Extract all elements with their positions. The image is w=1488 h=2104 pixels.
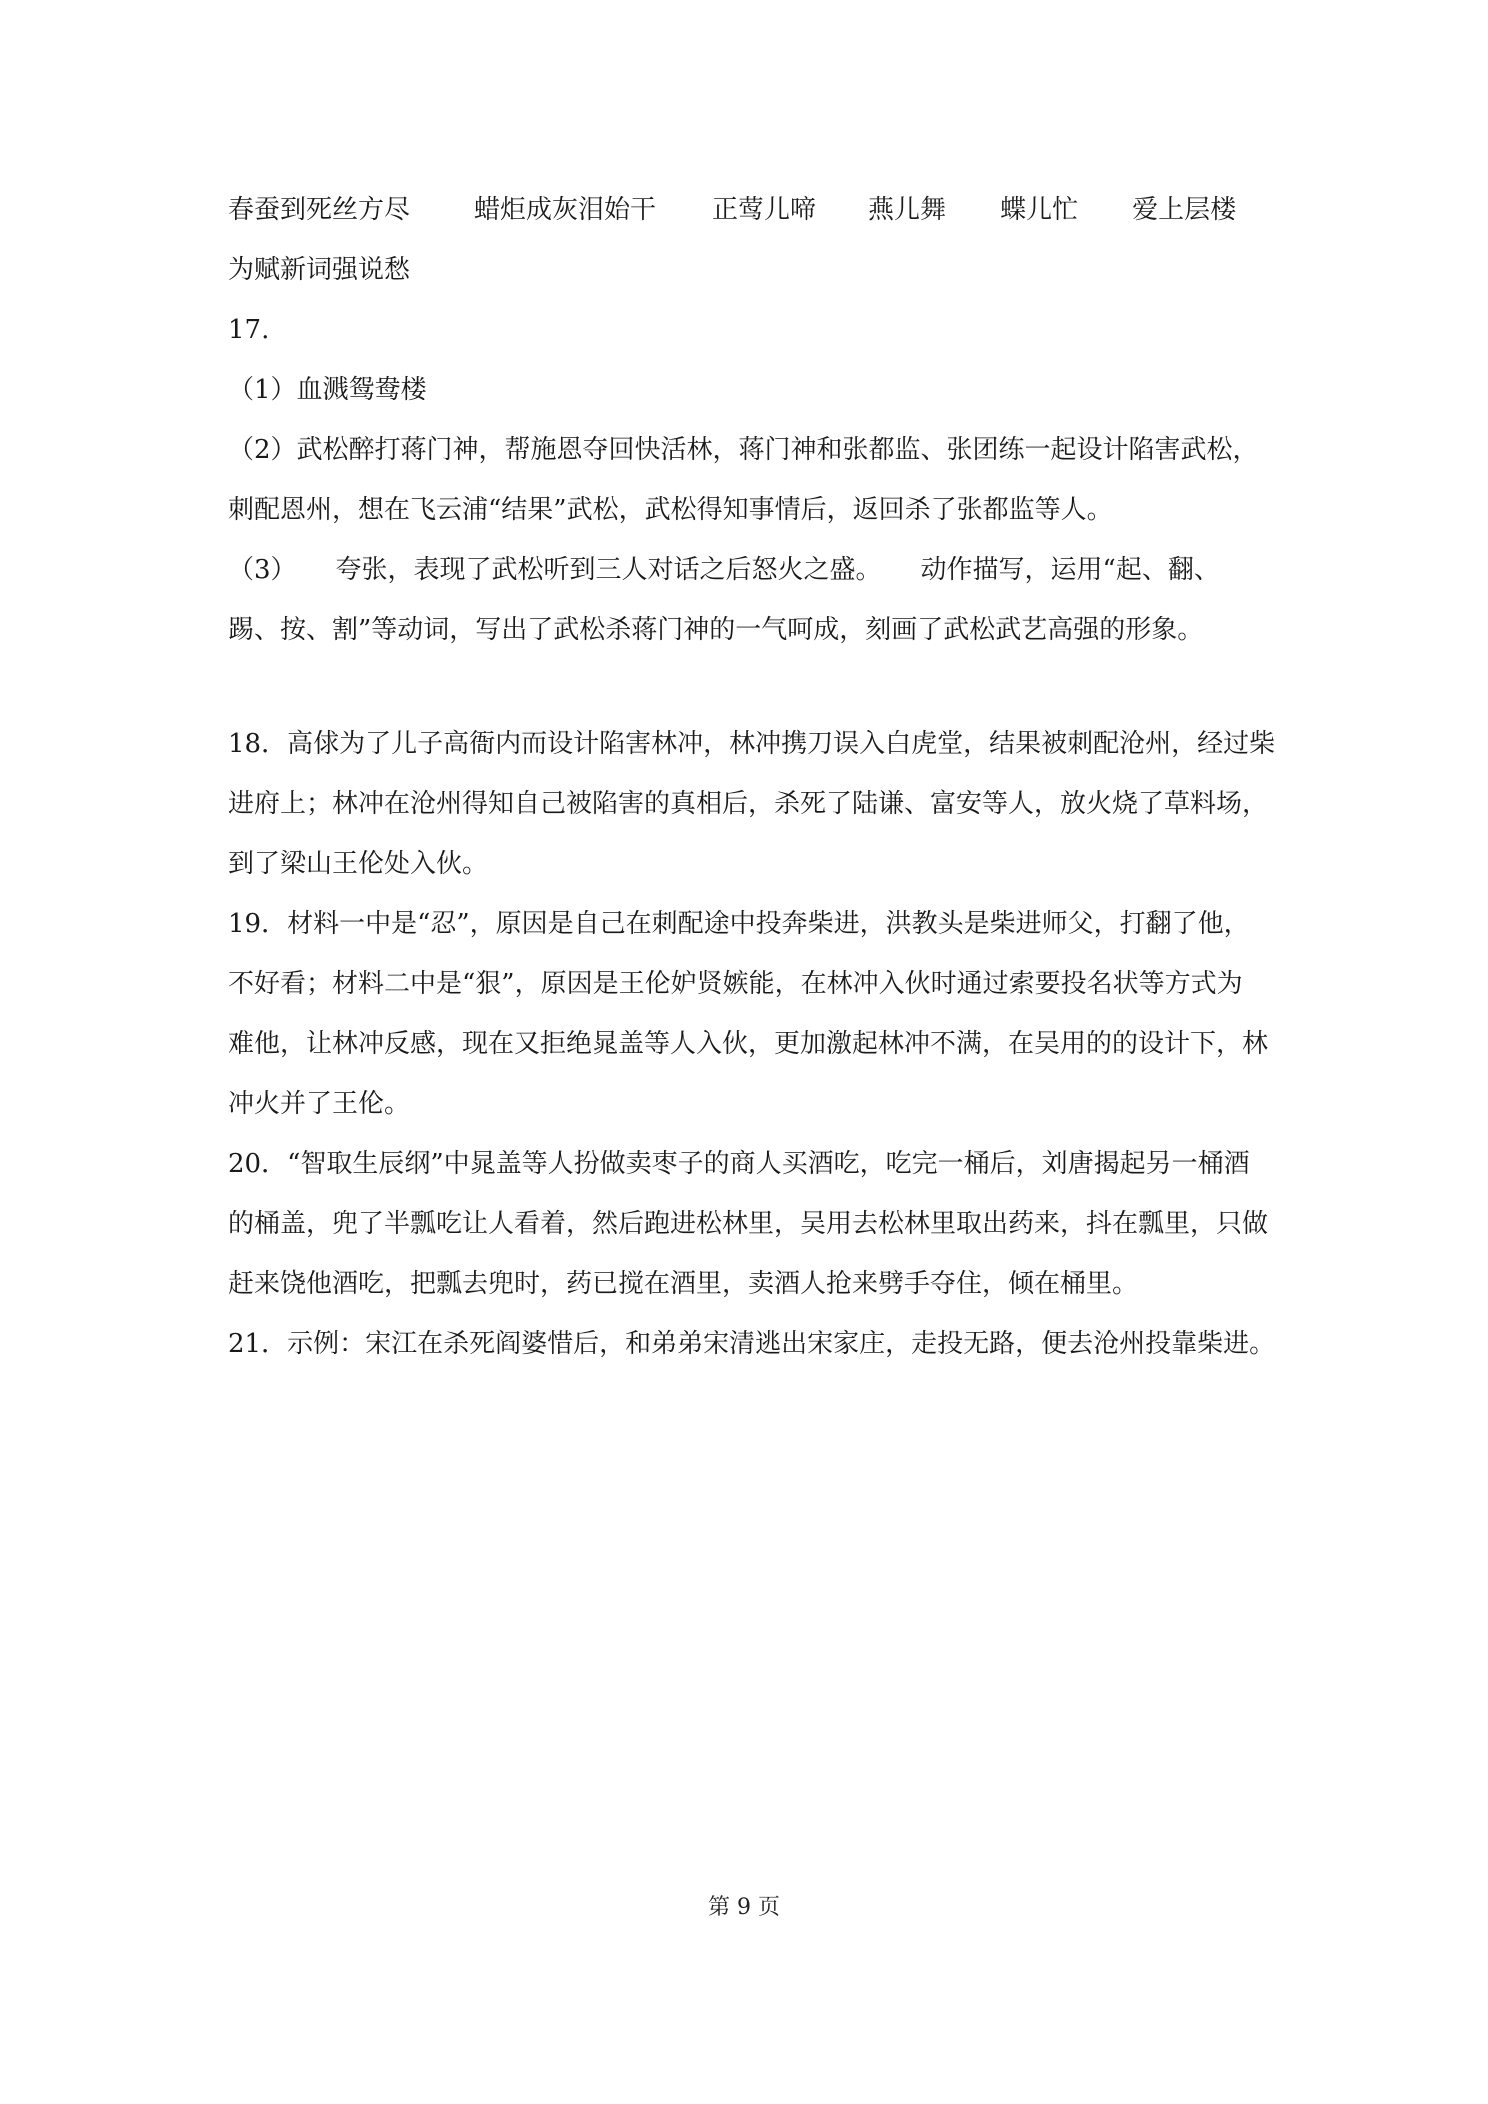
question-19-line-2: 不好看；材料二中是“狠”，原因是王伦妒贤嫉能，在林冲入伙时通过索要投名状等方式为 — [228, 969, 1243, 999]
answer-content — [228, 186, 1276, 1380]
question-21-line-1: 21．示例：宋江在杀死阎婆惜后，和弟弟宋清逃出宋家庄，走投无路，便去沧州投靠柴进。 — [228, 1329, 1276, 1359]
question-20-line-2: 的桶盖，兜了半瓢吃让人看着，然后跑进松林里，吴用去松林里取出药来，抖在瓢里，只做 — [228, 1209, 1269, 1239]
question-19-line-1: 19．材料一中是“忍”，原因是自己在刺配途中投奔柴进，洪教头是柴进师父，打翻了他， — [228, 909, 1250, 939]
poem-answer-6: 爱上层楼 — [1132, 195, 1237, 225]
question-18-line-3: 到了梁山王伦处入伙。 — [228, 849, 489, 879]
question-20-line-3: 赶来饶他酒吃，把瓢去兜时，药已搅在酒里，卖酒人抢来劈手夺住，倾在桶里。 — [228, 1269, 1139, 1299]
question-18-line-1: 18．高俅为了儿子高衙内而设计陷害林冲，林冲携刀误入白虎堂，结果被刺配沧州，经过柴 — [228, 729, 1276, 759]
question-17-part-3-line-2: 踢、按、割”等动词，写出了武松杀蒋门神的一气呵成，刻画了武松武艺高强的形象。 — [228, 615, 1204, 645]
poem-answer-3: 正莺儿啼 — [712, 195, 817, 225]
question-19-line-3: 难他，让林冲反感，现在又拒绝晁盖等人入伙，更加激起林冲不满，在吴用的的设计下，林 — [228, 1029, 1269, 1059]
poem-answer-5: 蝶儿忙 — [1000, 195, 1079, 225]
poem-answer-row — [228, 186, 1268, 246]
poem-answer-continuation: 为赋新词强说愁 — [228, 255, 411, 285]
question-17-part-2-line-2: 刺配恩州，想在飞云浦“结果”武松，武松得知事情后，返回杀了张都监等人。 — [228, 495, 1113, 525]
question-17-part-3-line-1: （3） 夸张，表现了武松听到三人对话之后怒火之盛。 动作描写，运用“起、翻、 — [228, 555, 1220, 585]
paragraph-gap — [228, 666, 1268, 720]
question-17-part-2-line-1: （2）武松醉打蒋门神，帮施恩夺回快活林，蒋门神和张都监、张团练一起设计陷害武松， — [228, 435, 1259, 465]
question-19-line-4: 冲火并了王伦。 — [228, 1089, 411, 1119]
question-20-line-1: 20．“智取生辰纲”中晁盖等人扮做卖枣子的商人买酒吃，吃完一桶后，刘唐揭起另一桶酒 — [228, 1149, 1250, 1179]
poem-answer-4: 燕儿舞 — [868, 195, 947, 225]
poem-answer-1: 春蚕到死丝方尽 — [228, 195, 411, 225]
page-number: 第 9 页 — [708, 1895, 780, 1920]
question-18-line-2: 进府上；林冲在沧州得知自己被陷害的真相后，杀死了陆谦、富安等人，放火烧了草料场， — [228, 789, 1269, 819]
poem-answer-2: 蜡炬成灰泪始干 — [474, 195, 657, 225]
question-17-number: 17. — [228, 315, 270, 345]
question-17-part-1: （1）血溅鸳鸯楼 — [228, 375, 427, 405]
